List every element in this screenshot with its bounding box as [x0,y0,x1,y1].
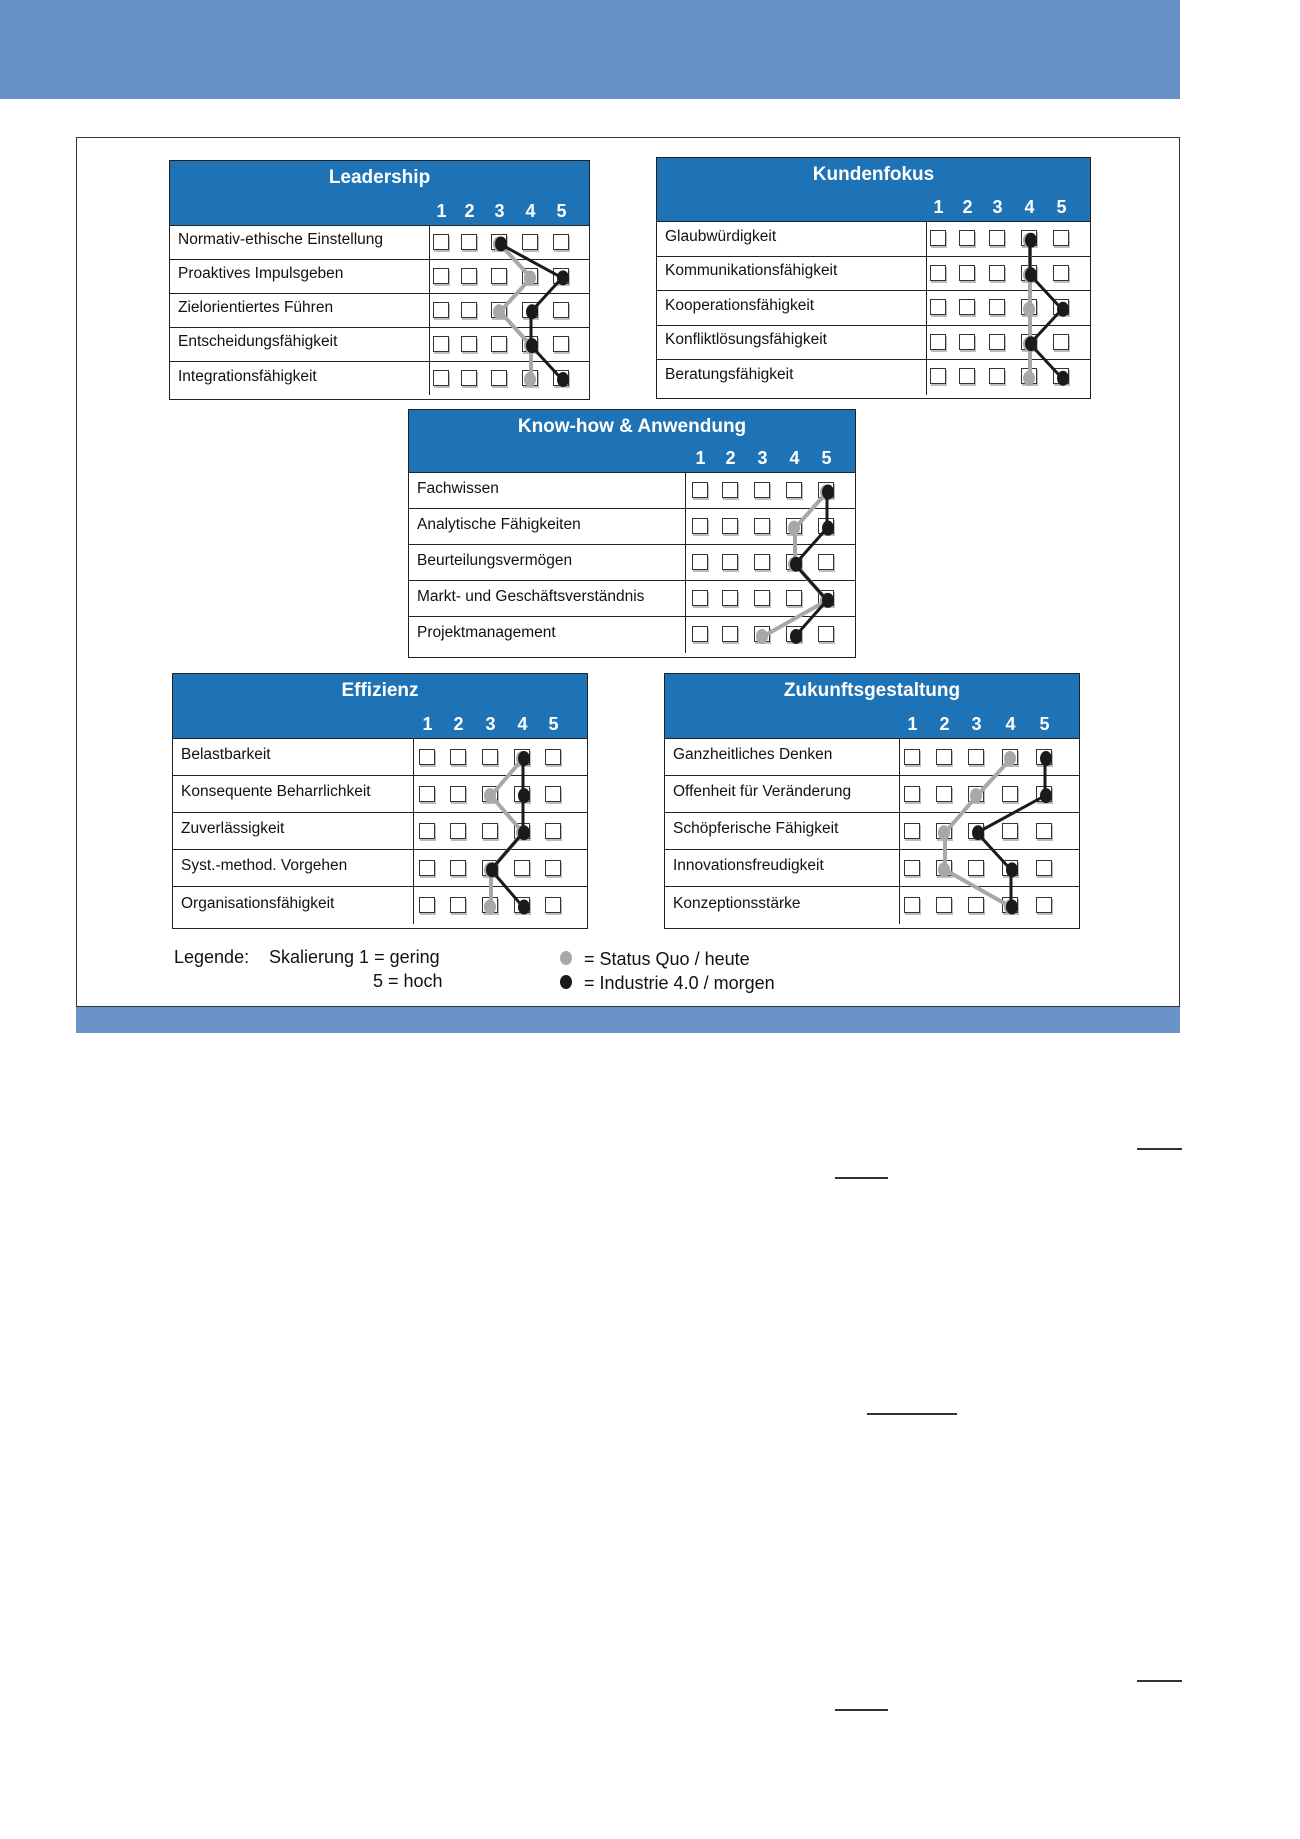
rating-box-2[interactable] [461,268,477,284]
rating-box-2[interactable] [461,234,477,250]
rating-box-3[interactable] [482,786,498,802]
row-label: Zielorientiertes Führen [178,299,334,317]
row-beratungsfähigkeit [657,360,1090,395]
row-proaktives-impulsgeben [170,260,589,294]
rating-box-3[interactable] [754,518,770,534]
rating-box-4[interactable] [1021,299,1037,315]
scale-tick-label: 3 [494,201,505,221]
rating-cells [413,887,587,924]
scale-tick-label: 5 [1039,714,1050,734]
rating-box-2[interactable] [450,823,466,839]
rating-cells [926,291,1090,325]
rating-box-4[interactable] [786,590,802,606]
rating-box-4[interactable] [522,302,538,318]
rating-box-4[interactable] [1002,823,1018,839]
rating-box-4[interactable] [1002,749,1018,765]
row-label: Markt- und Geschäftsverständnis [417,588,645,606]
rating-box-2[interactable] [722,554,738,570]
rating-cells [429,226,589,259]
rating-box-3[interactable] [491,370,507,386]
row-label: Entscheidungsfähigkeit [178,333,338,351]
page-rule [867,1413,957,1415]
rating-box-2[interactable] [722,482,738,498]
scale-tick-label: 3 [757,448,768,468]
rating-cells [413,739,587,775]
rating-box-3[interactable] [968,823,984,839]
page-rule [835,1177,888,1179]
rating-box-2[interactable] [936,823,952,839]
rating-cells [413,850,587,886]
scale-tick-label: 4 [517,714,528,734]
panel-title: Kundenfokus [812,164,935,185]
scale-tick-label: 1 [907,714,918,734]
rating-box-2[interactable] [959,299,975,315]
rating-box-5[interactable] [545,860,561,876]
scale-tick-label: 5 [548,714,559,734]
rating-box-4[interactable] [514,749,530,765]
row-ganzheitliches-denken [665,739,1079,776]
row-label: Syst.-method. Vorgehen [181,857,348,875]
rating-box-3[interactable] [989,265,1005,281]
rating-box-2[interactable] [936,749,952,765]
rating-box-1[interactable] [692,518,708,534]
rating-box-1[interactable] [930,230,946,246]
rating-box-4[interactable] [1021,265,1037,281]
rating-cells [685,617,855,653]
rating-box-4[interactable] [786,518,802,534]
row-label: Konsequente Beharrlichkeit [181,783,371,801]
row-label: Beurteilungsvermögen [417,551,573,569]
rating-box-1[interactable] [419,786,435,802]
rating-box-4[interactable] [1021,334,1037,350]
rating-box-4[interactable] [1002,897,1018,913]
rating-box-3[interactable] [754,626,770,642]
rating-cells [899,813,1079,849]
scale-tick-label: 5 [556,201,567,221]
row-organisationsfähigkeit [173,887,587,924]
rating-box-5[interactable] [818,554,834,570]
row-label: Organisationsfähigkeit [181,895,335,913]
rating-box-5[interactable] [545,823,561,839]
rating-cells [413,813,587,849]
rating-box-2[interactable] [936,897,952,913]
rating-box-3[interactable] [754,590,770,606]
row-glaubwürdigkeit [657,222,1090,257]
rating-box-1[interactable] [930,265,946,281]
rating-box-4[interactable] [786,482,802,498]
rating-box-1[interactable] [419,823,435,839]
row-label: Innovationsfreudigkeit [673,857,824,875]
rating-box-1[interactable] [930,334,946,350]
scale-tick-label: 4 [789,448,800,468]
rating-box-4[interactable] [1021,230,1037,246]
rating-cells [429,260,589,293]
rating-box-5[interactable] [1053,299,1069,315]
rating-box-2[interactable] [936,860,952,876]
row-konsequente-beharrlichkeit [173,776,587,813]
rating-box-1[interactable] [433,268,449,284]
rating-cells [685,581,855,616]
rating-box-5[interactable] [553,336,569,352]
rating-box-2[interactable] [450,749,466,765]
rating-cells [429,294,589,327]
rating-box-1[interactable] [419,897,435,913]
rating-box-3[interactable] [491,234,507,250]
rating-box-3[interactable] [754,482,770,498]
rating-box-1[interactable] [433,336,449,352]
panel-leadership [169,160,590,400]
rating-box-3[interactable] [968,897,984,913]
scale-tick-label: 2 [464,201,475,221]
rating-box-1[interactable] [433,302,449,318]
scale-tick-label: 1 [695,448,706,468]
row-label: Offenheit für Veränderung [673,783,852,801]
rating-box-1[interactable] [692,554,708,570]
scale-tick-label: 5 [1056,197,1067,217]
row-label: Proaktives Impulsgeben [178,265,344,283]
row-konzeptionsstärke [665,887,1079,924]
rating-box-1[interactable] [692,482,708,498]
rating-cells [926,360,1090,395]
legend-status-quo: = Status Quo / heute [584,949,750,969]
rating-box-5[interactable] [1036,897,1052,913]
rating-box-3[interactable] [989,334,1005,350]
rating-box-3[interactable] [482,897,498,913]
page-rule [1137,1148,1182,1150]
rating-box-3[interactable] [491,302,507,318]
rating-box-3[interactable] [482,823,498,839]
rating-box-4[interactable] [514,897,530,913]
rating-box-3[interactable] [968,749,984,765]
row-analytische-fähigkeiten [409,509,855,545]
row-label: Fachwissen [417,479,499,497]
industrie-marker-icon [560,975,572,989]
row-normativ-ethische-einstellung [170,226,589,260]
panel-title: Zukunftsgestaltung [783,680,961,701]
rating-box-5[interactable] [1036,860,1052,876]
row-schöpferische-fähigkeit [665,813,1079,850]
row-entscheidungsfähigkeit [170,328,589,362]
rating-box-1[interactable] [419,749,435,765]
panel-title: Know-how & Anwendung [517,416,747,437]
rating-box-4[interactable] [1002,786,1018,802]
rating-box-5[interactable] [1036,823,1052,839]
rating-box-5[interactable] [818,482,834,498]
rating-cells [899,887,1079,924]
rating-cells [926,222,1090,256]
scale-tick-label: 1 [422,714,433,734]
rating-box-2[interactable] [936,786,952,802]
rating-box-1[interactable] [419,860,435,876]
rating-box-3[interactable] [482,860,498,876]
page-rule [835,1709,888,1711]
row-label: Projektmanagement [417,624,556,642]
legend-scale-low: Skalierung 1 = gering [269,947,440,967]
rating-box-1[interactable] [930,368,946,384]
panel-header [665,674,1079,739]
row-label: Normativ-ethische Einstellung [178,231,384,249]
rating-box-2[interactable] [959,265,975,281]
rating-box-5[interactable] [1053,334,1069,350]
rating-box-1[interactable] [433,234,449,250]
rating-box-4[interactable] [522,268,538,284]
rating-box-3[interactable] [989,368,1005,384]
rating-box-5[interactable] [818,626,834,642]
rating-box-2[interactable] [450,897,466,913]
rating-box-5[interactable] [553,302,569,318]
panel-effizienz [172,673,588,929]
rating-box-1[interactable] [692,590,708,606]
rating-cells [429,328,589,361]
rating-box-5[interactable] [545,749,561,765]
rating-cells [685,545,855,580]
scale-tick-label: 4 [525,201,536,221]
row-label: Konfliktlösungsfähigkeit [665,331,827,349]
scale-tick-label: 4 [1024,197,1035,217]
rating-box-5[interactable] [545,786,561,802]
rating-box-5[interactable] [545,897,561,913]
panel-kundenfokus [656,157,1091,399]
panel-header [409,410,855,473]
rating-box-1[interactable] [930,299,946,315]
row-label: Beratungsfähigkeit [665,366,794,384]
row-label: Schöpferische Fähigkeit [673,820,839,838]
rating-box-4[interactable] [1021,368,1037,384]
rating-box-4[interactable] [514,860,530,876]
rating-box-5[interactable] [1036,786,1052,802]
scale-tick-label: 2 [725,448,736,468]
scale-tick-label: 1 [436,201,447,221]
panel-zukunftsgestaltung [664,673,1080,929]
rating-cells [685,509,855,544]
scale-tick-label: 2 [453,714,464,734]
panel-title: Leadership [328,167,431,188]
rating-box-1[interactable] [904,823,920,839]
rating-box-2[interactable] [959,334,975,350]
rating-box-3[interactable] [754,554,770,570]
rating-box-4[interactable] [522,336,538,352]
rating-cells [899,850,1079,886]
scale-tick-label: 4 [1005,714,1016,734]
rating-box-1[interactable] [433,370,449,386]
legend-prefix: Legende: [174,947,250,967]
rating-cells [926,326,1090,360]
rating-box-4[interactable] [514,823,530,839]
row-label: Ganzheitliches Denken [673,746,833,764]
row-offenheit-für-veränderung [665,776,1079,813]
figure-footer-band [76,1007,1180,1033]
scale-tick-label: 1 [933,197,944,217]
row-konfliktlösungsfähigkeit [657,326,1090,361]
rating-cells [413,776,587,812]
row-markt-und-geschäftsverständnis [409,581,855,617]
rating-box-5[interactable] [818,590,834,606]
rating-cells [899,776,1079,812]
rating-box-3[interactable] [482,749,498,765]
row-syst-method-vorgehen [173,850,587,887]
rating-box-2[interactable] [959,368,975,384]
row-projektmanagement [409,617,855,653]
row-belastbarkeit [173,739,587,776]
rating-box-5[interactable] [553,234,569,250]
rating-box-2[interactable] [959,230,975,246]
row-beurteilungsvermögen [409,545,855,581]
row-label: Zuverlässigkeit [181,820,285,838]
rating-box-2[interactable] [461,336,477,352]
panel-header [170,161,589,226]
rating-box-2[interactable] [461,370,477,386]
rating-box-4[interactable] [522,234,538,250]
rating-box-4[interactable] [1002,860,1018,876]
top-banner [0,0,1180,99]
rating-box-5[interactable] [553,370,569,386]
rating-box-2[interactable] [450,786,466,802]
page-rule [1137,1680,1182,1682]
row-innovationsfreudigkeit [665,850,1079,887]
rating-box-5[interactable] [553,268,569,284]
rating-box-1[interactable] [904,786,920,802]
rating-box-3[interactable] [989,299,1005,315]
row-kooperationsfähigkeit [657,291,1090,326]
rating-box-3[interactable] [989,230,1005,246]
scale-tick-label: 5 [821,448,832,468]
rating-box-5[interactable] [1053,230,1069,246]
rating-cells [926,257,1090,291]
status-quo-marker-icon [560,951,572,965]
rating-box-3[interactable] [491,268,507,284]
row-fachwissen [409,473,855,509]
scale-tick-label: 3 [485,714,496,734]
row-integrationsfähigkeit [170,362,589,396]
rating-box-4[interactable] [514,786,530,802]
rating-box-5[interactable] [1036,749,1052,765]
rating-box-1[interactable] [904,860,920,876]
rating-box-5[interactable] [818,518,834,534]
rating-box-3[interactable] [968,786,984,802]
rating-box-5[interactable] [1053,368,1069,384]
legend [174,947,874,999]
panel-header [657,158,1090,222]
scale-tick-label: 2 [939,714,950,734]
rating-box-4[interactable] [786,626,802,642]
rating-cells [429,362,589,396]
rating-box-1[interactable] [904,897,920,913]
row-label: Konzeptionsstärke [673,895,801,913]
row-label: Belastbarkeit [181,746,271,764]
rating-box-1[interactable] [904,749,920,765]
row-zielorientiertes-führen [170,294,589,328]
legend-industrie: = Industrie 4.0 / morgen [584,973,775,993]
panel-title: Effizienz [341,680,419,701]
legend-scale-high: 5 = hoch [373,971,443,991]
row-zuverlässigkeit [173,813,587,850]
rating-box-2[interactable] [461,302,477,318]
rating-box-5[interactable] [1053,265,1069,281]
row-label: Integrationsfähigkeit [178,367,317,385]
panel-header [173,674,587,739]
rating-box-2[interactable] [722,518,738,534]
panel-know-how [408,409,856,658]
scale-tick-label: 2 [962,197,973,217]
rating-box-4[interactable] [522,370,538,386]
row-label: Kooperationsfähigkeit [665,296,815,314]
rating-box-3[interactable] [491,336,507,352]
row-kommunikationsfähigkeit [657,257,1090,292]
rating-cells [899,739,1079,775]
row-label: Glaubwürdigkeit [665,227,777,245]
row-label: Analytische Fähigkeiten [417,515,581,533]
rating-box-2[interactable] [450,860,466,876]
row-label: Kommunikationsfähigkeit [665,262,838,280]
scale-tick-label: 3 [992,197,1003,217]
rating-box-4[interactable] [786,554,802,570]
rating-box-2[interactable] [722,626,738,642]
rating-box-2[interactable] [722,590,738,606]
scale-tick-label: 3 [971,714,982,734]
rating-cells [685,473,855,508]
rating-box-1[interactable] [692,626,708,642]
rating-box-3[interactable] [968,860,984,876]
